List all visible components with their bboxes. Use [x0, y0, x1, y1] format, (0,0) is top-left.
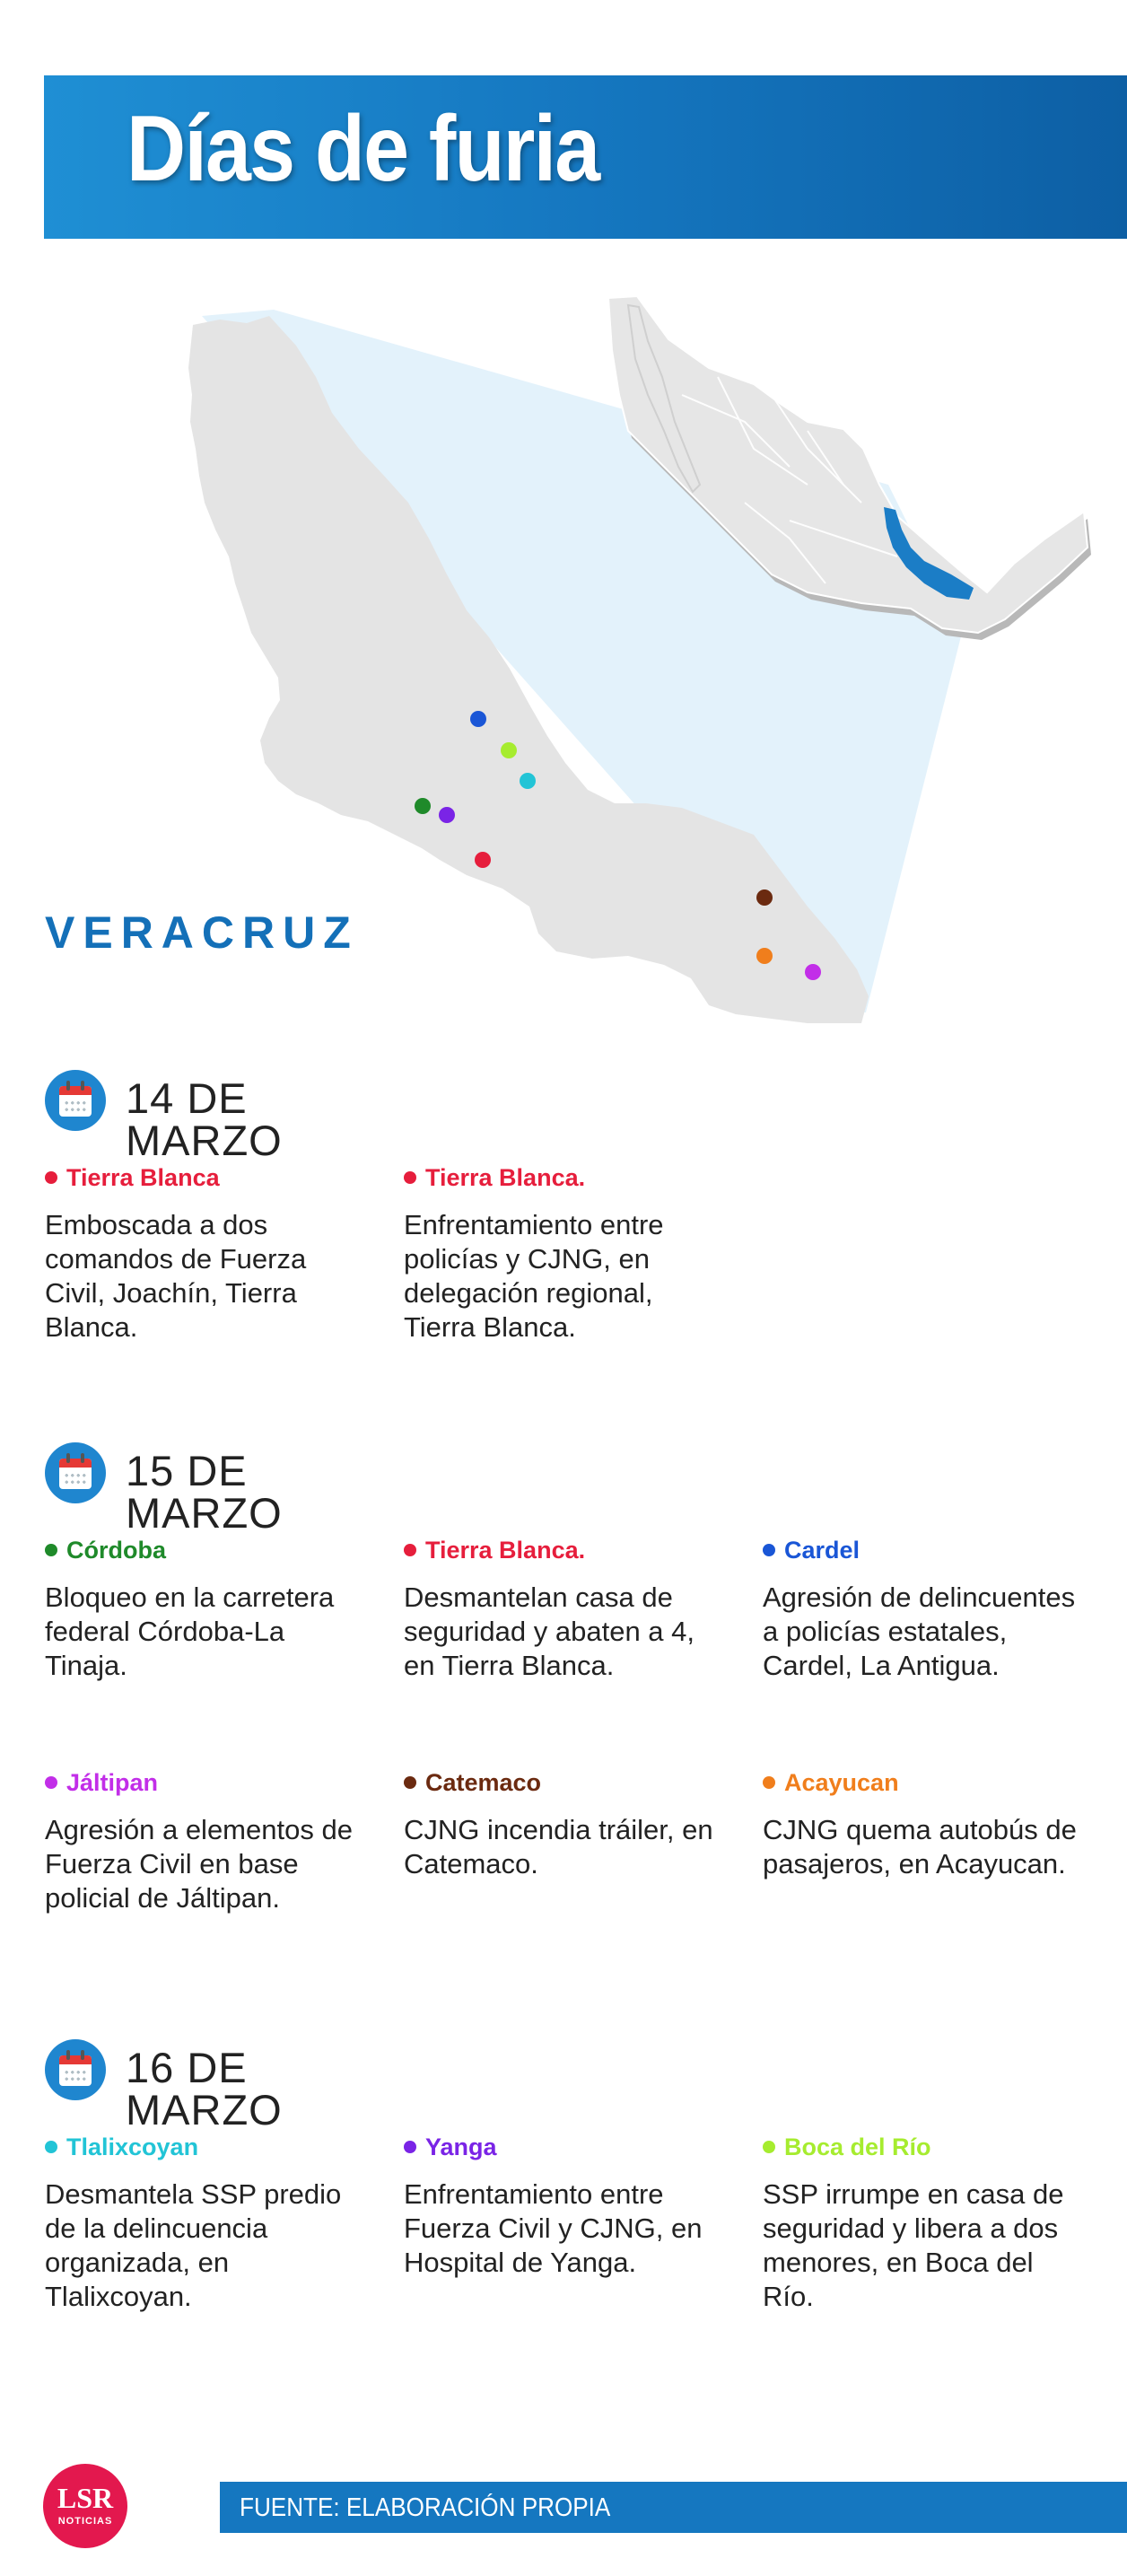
event-dot [45, 2141, 57, 2153]
event-description: Bloqueo en la carretera federal Córdoba-La Tinaja. [45, 1582, 335, 1681]
event-dot [404, 1544, 416, 1556]
source-text: FUENTE: ELABORACIÓN PROPIA [240, 2493, 611, 2522]
event-card [404, 1768, 727, 1881]
event-place [45, 1768, 368, 1797]
day-date: 14 DE MARZO [126, 1074, 283, 1164]
event-place [763, 2133, 1086, 2161]
event-place [404, 1536, 727, 1564]
marker-catemaco [756, 889, 773, 906]
event-card [763, 2133, 1086, 2314]
event-place [763, 1536, 1086, 1564]
calendar-icon [45, 2039, 106, 2100]
event-dot [763, 1544, 775, 1556]
calendar-icon [45, 1070, 106, 1131]
event-place-label: Tierra Blanca. [425, 1537, 586, 1564]
event-place-label: Yanga [425, 2134, 497, 2160]
event-place-label: Córdoba [66, 1537, 166, 1564]
event-place [45, 1536, 368, 1564]
event-dot [763, 2141, 775, 2153]
logo-subtext: NOTICIAS [57, 2516, 113, 2527]
event-place-label: Tlalixcoyan [66, 2134, 199, 2160]
event-place [404, 1163, 727, 1192]
event-description: Enfrentamiento entre Fuerza Civil y CJNG, en Hospital de Yanga. [404, 2178, 703, 2278]
event-description: Desmantela SSP predio de la delincuencia organizada, en Tlalixcoyan. [45, 2178, 342, 2312]
marker-yanga [439, 807, 455, 823]
event-description: CJNG quema autobús de pasajeros, en Acayucan. [763, 1814, 1077, 1879]
marker-tlalixcoyan [520, 773, 536, 789]
state-label: VERACRUZ [45, 907, 359, 958]
event-place [45, 1163, 368, 1192]
calendar-icon [45, 1442, 106, 1503]
event-place-label: Jáltipan [66, 1769, 159, 1796]
event-place-label: Boca del Río [784, 2134, 931, 2160]
event-dot [45, 1544, 57, 1556]
source-bar [220, 2482, 1127, 2533]
event-place [763, 1768, 1086, 1797]
event-card [45, 1536, 368, 1683]
event-card [404, 2133, 727, 2280]
event-description: Enfrentamiento entre policías y CJNG, en delegación regional, Tierra Blanca. [404, 1209, 664, 1343]
event-description: Agresión a elementos de Fuerza Civil en base policial de Jáltipan. [45, 1814, 353, 1914]
marker-cardel [470, 711, 486, 727]
event-place-label: Tierra Blanca [66, 1164, 220, 1191]
title-banner [44, 75, 1127, 239]
event-card [763, 1536, 1086, 1683]
event-description: Agresión de delincuentes a policías estatales, Cardel, La Antigua. [763, 1582, 1076, 1681]
event-place [45, 2133, 368, 2161]
event-card [45, 1163, 368, 1345]
logo-text: LSR [57, 2482, 114, 2514]
event-dot [763, 1776, 775, 1789]
event-dot [45, 1171, 57, 1184]
event-place [404, 1768, 727, 1797]
event-dot [404, 1776, 416, 1789]
marker-boca-del-rio [501, 742, 517, 758]
event-card [404, 1163, 727, 1345]
event-description: CJNG incendia tráiler, en Catemaco. [404, 1814, 713, 1879]
event-place-label: Tierra Blanca. [425, 1164, 586, 1191]
event-place [404, 2133, 727, 2161]
day-date: 16 DE MARZO [126, 2044, 283, 2134]
lsr-logo [43, 2464, 127, 2548]
marker-tierra-blanca [475, 852, 491, 868]
event-dot [404, 1171, 416, 1184]
marker-acayucan [756, 948, 773, 964]
event-description: SSP irrumpe en casa de seguridad y libera a dos menores, en Boca del Río. [763, 2178, 1064, 2312]
page-title: Días de furia [127, 97, 599, 201]
event-card [763, 1768, 1086, 1881]
event-dot [45, 1776, 57, 1789]
event-place-label: Acayucan [784, 1769, 899, 1796]
event-card [45, 1768, 368, 1915]
event-description: Emboscada a dos comandos de Fuerza Civil, Joachín, Tierra Blanca. [45, 1209, 307, 1343]
event-dot [404, 2141, 416, 2153]
event-description: Desmantelan casa de seguridad y abaten a 4, en Tierra Blanca. [404, 1582, 695, 1681]
marker-cordoba [415, 798, 431, 814]
event-card [404, 1536, 727, 1683]
event-place-label: Cardel [784, 1537, 861, 1564]
event-place-label: Catemaco [425, 1769, 542, 1796]
marker-jaltipan [805, 964, 821, 980]
event-card [45, 2133, 368, 2314]
day-date: 15 DE MARZO [126, 1447, 283, 1537]
